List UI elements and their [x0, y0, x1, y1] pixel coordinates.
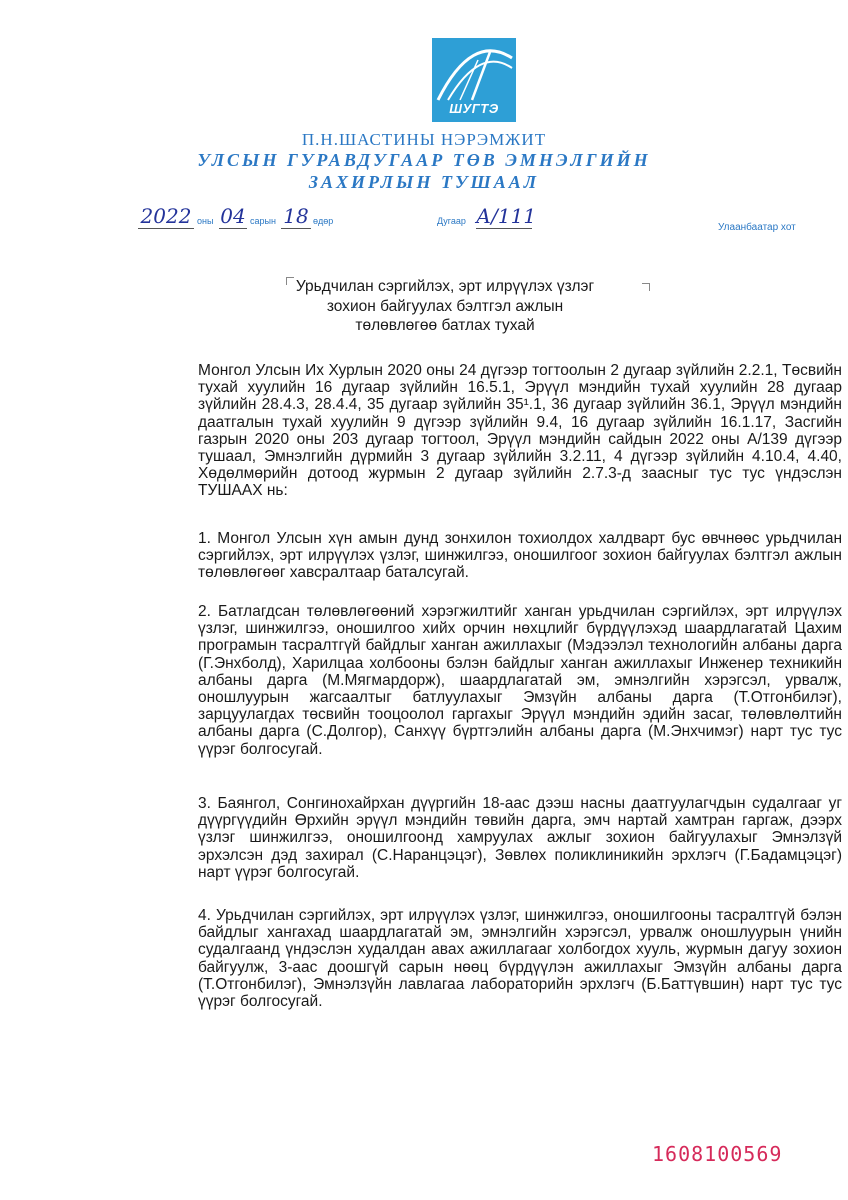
- city-label: Улаанбаатар хот: [718, 222, 796, 233]
- order-item-4: 4. Урьдчилан сэргийлэх, эрт илрүүлэх үзлэг, шинжилгээ, оношилгооны тасралтгүй бэлэн байдлыг хангахад шаардлагатай эм, эмнэлгийн хэрэгсэл, урвалж оношлуурын үнийн судалгаанд үндэслэн худалдан авах ажиллагааг холбогдох хууль, журмын дагуу зохион байгуулж, 3-аас доошгүй сарын нөөц бүрдүүлэн ажиллахыг Эмзүйн албаны дарга (Т.Отгонбилэг), Эмнэлзүйн лавлагаа лабораторийн эрхлэгч (Б.Баттүвшин) нарт тус тус үүрэг болгосугай.: [198, 907, 842, 1011]
- order-item-2: 2. Батлагдсан төлөвлөгөөний хэрэгжилтийг ханган урьдчилан сэргийлэх, эрт илрүүлэх үзлэг, шинжилгээ, оношилгоо хийх орчин нөхцлийг бүрдүүлэхэд шаардлагатай Цахим програмын тасралтгүй байдлыг ханган ажиллахыг (Мэдээлэл технологийн албаны дарга (Г.Энхболд), Харилцаа холбооны бэлэн байдлыг ханган ажиллахыг Инженер техникийн албаны дарга (М.Мягмардорж), шаардлагатай эм, эмнэлгийн хэрэгсэл, урвалж, оношлуурын жагсаалтыг батлуулахыг Эмзүйн албаны дарга (Т.Отгонбилэг), зарцуулагдах төсвийн тооцоолол гаргахыг Эрүүл мэндийн эдийн засаг, төлөвлөлтийн албаны дарга (С.Долгор), Санхүү бүртгэлийн албаны дарга (М.Энхчимэг) нарт тус тус үүрэг болгосугай.: [198, 603, 842, 758]
- header-line-1: П.Н.ШАСТИНЫ НЭРЭМЖИТ: [301, 130, 547, 149]
- logo-text: ШУГТЭ: [449, 101, 499, 116]
- number-label: Дугаар: [437, 216, 466, 226]
- order-number: А/111: [476, 204, 537, 228]
- year-label: оны: [197, 216, 214, 226]
- hospital-logo: [432, 38, 516, 122]
- day-value: 18: [281, 204, 311, 229]
- header-line-2: УЛСЫН ГУРАВДУГААР ТӨВ ЭМНЭЛГИЙН: [197, 150, 651, 170]
- preamble-paragraph: Монгол Улсын Их Хурлын 2020 оны 24 дүгээр тогтоолын 2 дугаар зүйлийн 2.2.1, Төсвийн тухай хуулийн 16 дугаар зүйлийн 16.5.1, Эрүүл мэндийн тухай хуулийн 28 дугаар зүйлийн 28.4.3, 28.4.4, 35 дугаар зүйлийн 35¹.1, 36 дугаар зүйлийн 36.1, Эрүүл мэндийн даатгалын тухай хуулийн 9 дүгээр зүйлийн 9.4, 16 дугаар зүйлийн 16.1.17, Засгийн газрын 2020 оны 203 дугаар тогтоол, Эрүүл мэндийн сайдын 2022 оны А/139 дүгээр тушаал, Эмнэлгийн дүрмийн 3 дугаар зүйлийн 3.2.11, 4 дүгээр зүйлийн 4.10.4, 4.40, Хөдөлмөрийн дотоод журмын 2 дугаар зүйлийн 2.7.3-д заасныг тус тус үндэслэн ТУШААХ нь:: [198, 362, 842, 500]
- header-line-3: ЗАХИРЛЫН ТУШААЛ: [308, 172, 540, 192]
- year-value: 2022: [138, 204, 194, 229]
- title-line-3: төлөвлөгөө батлах тухай: [355, 317, 535, 334]
- order-item-1: 1. Монгол Улсын хүн амын дунд зонхилон тохиолдох халдварт бус өвчнөөс урьдчилан сэргийлэх, эрт илрүүлэх үзлэг, шинжилгээ, оношилгоог зохион байгуулах бэлтгэл ажлын төлөвлөгөөг хавсралтаар баталсугай.: [198, 530, 842, 582]
- order-item-3: 3. Баянгол, Сонгинохайрхан дүүргийн 18-аас дээш насны даатгуулагчдын судалгааг уг дүүргүүдийн Өрхийн эрүүл мэндийн төвийн дарга, эмч нартай хамтран гаргаж, дээрх үзлэг шинжилгээ, оношилгоонд хамруулах ажлыг зохион байгуулахыг Эмнэлзүй эрхэлсэн дэд захирал (С.Наранцэцэг), Зөвлөх поликлиникийн эрхлэгч (Г.Бадамцэцэг) нарт үүрэг болгосугай.: [198, 795, 842, 881]
- title-corner-right: [642, 283, 650, 291]
- month-value: 04: [220, 204, 246, 228]
- day-label: өдөр: [313, 216, 334, 226]
- serial-number: 1608100569: [652, 1142, 783, 1166]
- title-line-1: Урьдчилан сэргийлэх, эрт илрүүлэх үзлэг: [295, 278, 595, 295]
- month-label: сарын: [250, 216, 276, 226]
- title-line-2: зохион байгуулах бэлтгэл ажлын: [326, 298, 564, 315]
